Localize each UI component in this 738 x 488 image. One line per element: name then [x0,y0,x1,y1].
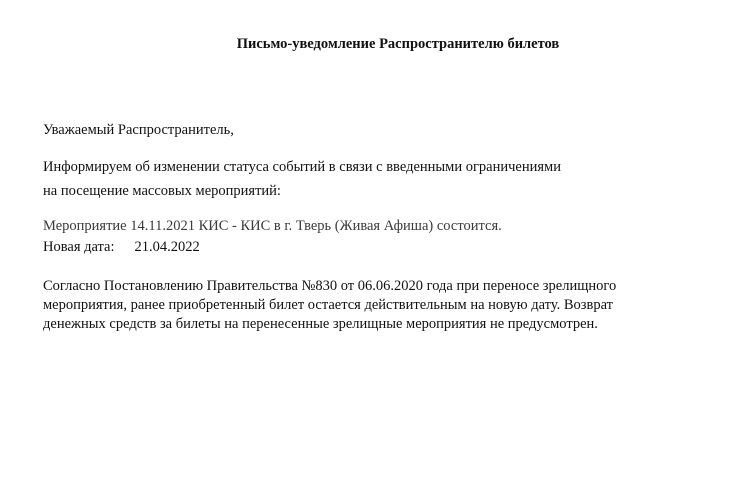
new-date-row [43,238,200,257]
intro-line-2: на посещение массовых мероприятий: [43,183,281,199]
event-status-line: Мероприятие 14.11.2021 КИС - КИС в г. Тверь (Живая Афиша) состоится. [43,218,502,234]
intro-line-1: Информируем об изменении статуса событий в связи с введенными ограничениями [43,159,561,175]
new-date-label: Новая дата: [43,239,115,255]
letter-title: Письмо-уведомление Распространителю билетов [236,36,560,52]
policy-line-1: Согласно Постановлению Правительства №830 от 06.06.2020 года при переносе зрелищного [43,278,617,294]
greeting: Уважаемый Распространитель, [43,122,234,138]
policy-line-3: денежных средств за билеты на перенесенные зрелищные мероприятия не предусмотрен. [43,316,598,332]
new-date-value: 21.04.2022 [134,239,200,255]
policy-line-2: мероприятия, ранее приобретенный билет остается действительным на новую дату. Возврат [43,297,613,313]
